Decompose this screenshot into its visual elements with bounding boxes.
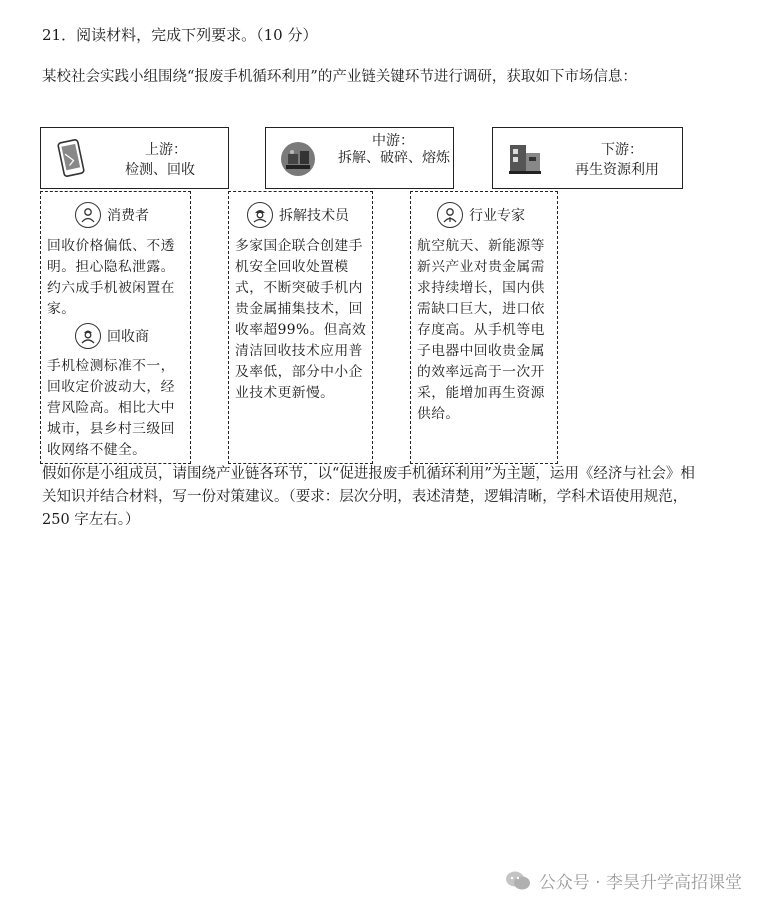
role-expert [437,202,525,228]
consumer-text: 回收价格偏低、不透明。担心隐私泄露。约六成手机被闲置在家。 [47,238,175,317]
question-title: 21．阅读材料，完成下列要求。（10 分） [42,26,318,44]
stage-downstream-desc: 再生资源利用 [575,162,659,178]
technician-icon [247,202,273,228]
stage-midstream [265,127,454,189]
person-icon [75,202,101,228]
stage-upstream [40,127,229,189]
task-paragraph: 假如你是小组成员，请围绕产业链各环节，以“促进报废手机循环利用”为主题，运用《经济与社会》相关知识并结合材料，写一份对策建议。（要求：层次分明，表述清楚，逻辑清晰，学科术语使用规范，250 字左右。） [42,466,695,528]
stage-upstream-name: 上游： [145,142,187,158]
stage-midstream-name: 中游： [372,133,414,149]
technician-text: 多家国企联合创建手机安全回收处置模式，不断突破手机内贵金属捕集技术，回收率超99%。但高效清洁回收技术应用普及率低，部分中小企业技术更新慢。 [235,238,367,401]
perspective-box-midstream [228,191,373,464]
watermark [505,868,742,893]
intro-paragraph: 某校社会实践小组围绕“报废手机循环利用”的产业链关键环节进行调研，获取如下市场信息： [42,69,637,85]
role-recycler-name: 回收商 [107,329,149,345]
recycler-text: 手机检测标准不一，回收定价波动大，经营风险高。相比大中城市，县乡村三级回收网络不健全。 [47,358,175,458]
recycling-plant-icon [507,141,543,179]
watermark-text: 公众号 · 李昊升学高招课堂 [538,873,742,893]
role-recycler [75,323,149,349]
perspective-box-upstream [40,191,191,464]
phone-icon [53,139,89,177]
expert-text: 航空航天、新能源等新兴产业对贵金属需求持续增长，国内供需缺口巨大，进口依存度高。从手机等电子电器中回收贵金属的效率远高于一次开采，能增加再生资源供给。 [417,238,545,422]
role-technician [247,202,349,228]
role-consumer-name: 消费者 [107,208,149,224]
worker-icon [75,323,101,349]
perspective-box-downstream [410,191,558,464]
stage-downstream [492,127,683,189]
factory-machine-icon [280,140,316,178]
expert-icon [437,202,463,228]
stage-upstream-desc: 检测、回收 [125,162,195,178]
stage-downstream-name: 下游： [601,142,643,158]
wechat-icon [505,870,531,892]
role-expert-name: 行业专家 [469,208,525,224]
role-consumer [75,202,149,228]
role-technician-name: 拆解技术员 [279,208,349,224]
stage-midstream-desc: 拆解、破碎、熔炼 [338,150,450,166]
